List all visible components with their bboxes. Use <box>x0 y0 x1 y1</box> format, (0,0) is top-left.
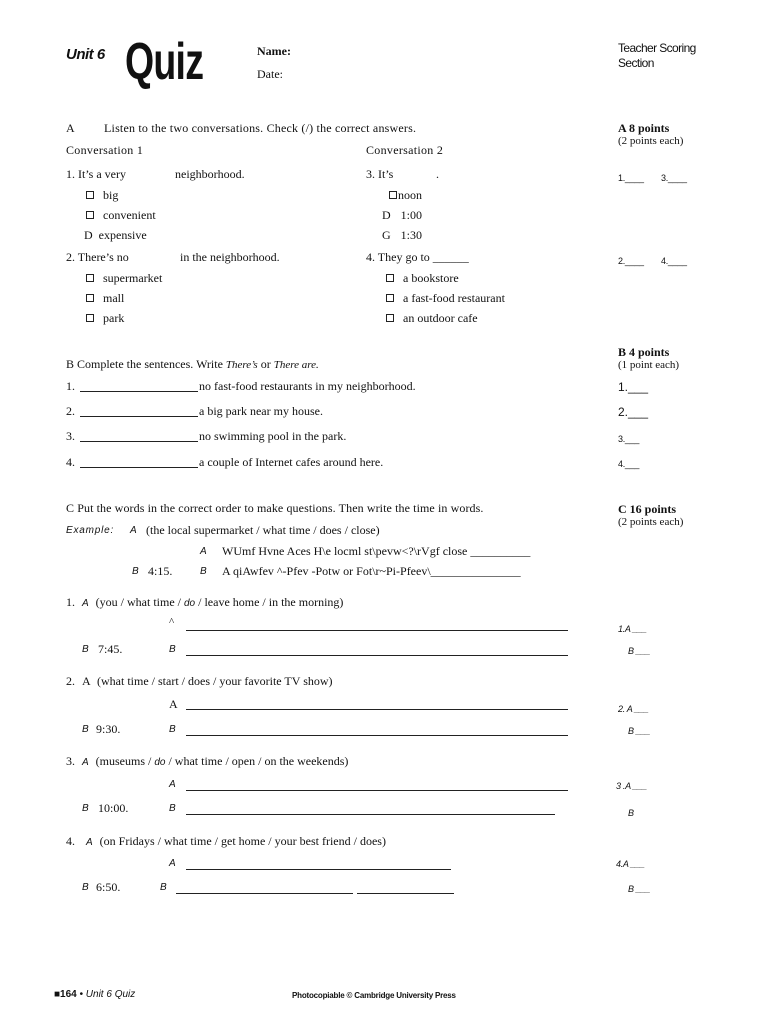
example-answer-b-prefix: B <box>200 566 207 577</box>
c4-a-label: A <box>169 858 176 869</box>
option-label: 1:30 <box>400 228 423 242</box>
checkbox[interactable] <box>86 294 94 302</box>
option-label: supermarket <box>103 271 163 285</box>
checkbox[interactable] <box>386 274 394 282</box>
c2-a-marker: A <box>82 674 91 688</box>
a-q1-option-convenient[interactable] <box>86 208 156 223</box>
c3-b-marker: B <box>82 803 89 814</box>
section-a-score-title: A 8 points <box>618 121 670 135</box>
example-answer-a: WUmf Hvne Aces H\e locml st\pevw<?\rVgf close __________ <box>222 544 531 558</box>
b-score-1[interactable]: 1.___ <box>618 380 649 394</box>
c4-score-b[interactable]: B ___ <box>628 884 651 894</box>
c1-score-b[interactable]: B ___ <box>628 646 651 656</box>
example-prompt: (the local supermarket / what time / does / close) <box>146 523 380 537</box>
a-q1-option-big[interactable] <box>86 188 118 203</box>
c4-b-answer-line-1[interactable] <box>176 893 353 894</box>
date-label: Date: <box>257 67 283 81</box>
c1-a-label: ^ <box>169 616 175 628</box>
c1-prompt-do: do <box>184 598 196 609</box>
option-marker: D <box>382 208 391 222</box>
section-b-score-sub: (1 point each) <box>618 359 680 371</box>
b-score-2[interactable]: 2.___ <box>618 405 649 419</box>
c3-num: 3. <box>66 754 75 768</box>
a-q4-prompt: 4. They go to ______ <box>366 250 469 264</box>
section-b-instructions-text: B Complete the sentences. Write <box>66 357 223 371</box>
section-a-score-sub: (2 points each) <box>618 135 684 147</box>
b-score-4[interactable]: 4.___ <box>618 459 640 469</box>
section-b-score-title: B 4 points <box>618 345 670 359</box>
c1-a-marker: A <box>82 598 89 609</box>
a-q3-prompt-end: . <box>436 167 439 181</box>
a-q1-prompt-start: 1. It’s a very <box>66 167 126 181</box>
option-label: a bookstore <box>403 271 459 285</box>
b-item-2-num: 2. <box>66 404 75 418</box>
b-item-3-num: 3. <box>66 429 75 443</box>
c1-time: 7:45. <box>98 642 123 656</box>
c1-prompt <box>66 595 343 610</box>
b-score-3[interactable]: 3.___ <box>618 434 640 444</box>
b-item-1-text: no fast-food restaurants in my neighborhood. <box>199 379 416 393</box>
option-marker: G <box>382 228 391 242</box>
option-label: expensive <box>98 228 147 242</box>
a-q3-option-100[interactable] <box>382 208 422 223</box>
c4-a-answer-line[interactable] <box>186 869 451 870</box>
b-item-4-blank[interactable] <box>80 467 198 468</box>
c4-prompt <box>66 834 386 849</box>
a-q1-option-expensive[interactable] <box>84 228 147 243</box>
option-label: 1:00 <box>400 208 423 222</box>
example-answer-b: A qiAwfev ^-Pfev -Potw or Fot\r~Pi-Pfeev\_______________ <box>222 564 521 578</box>
a-score-1[interactable]: 1.____ <box>618 173 644 183</box>
section-c-instructions: C Put the words in the correct order to make questions. Then write the time in words. <box>66 501 484 515</box>
b-item-4-num: 4. <box>66 455 75 469</box>
c2-prompt <box>66 674 333 689</box>
c4-a-marker: A <box>86 837 93 848</box>
c4-time: 6:50. <box>96 880 121 894</box>
a-q4-option-fastfood[interactable] <box>386 291 505 306</box>
b-item-3-blank[interactable] <box>80 441 198 442</box>
section-a-instructions: Listen to the two conversations. Check (/) the correct answers. <box>104 121 417 135</box>
c3-b-label: B <box>169 803 176 814</box>
a-q2-option-supermarket[interactable] <box>86 271 162 286</box>
c2-score-a[interactable]: 2. A ___ <box>618 704 649 714</box>
quiz-title: Quiz <box>125 33 204 91</box>
a-q1-prompt-end: neighborhood. <box>175 167 245 181</box>
c2-a-label: A <box>169 697 178 711</box>
a-q3-option-noon[interactable] <box>389 188 422 203</box>
section-b-instructions <box>66 357 319 372</box>
a-q2-prompt-end: in the neighborhood. <box>180 250 280 264</box>
page-number: ■164 <box>54 989 77 1000</box>
b-item-3-text: no swimming pool in the park. <box>199 429 347 443</box>
c2-num: 2. <box>66 674 75 688</box>
example-answer-a-label: A <box>200 546 207 557</box>
c3-a-label: A <box>169 779 176 790</box>
a-score-3[interactable]: 3.____ <box>661 173 687 183</box>
b-item-1-blank[interactable] <box>80 391 198 392</box>
a-q3-option-130[interactable] <box>382 228 422 243</box>
c3-a-answer-line[interactable] <box>186 790 568 791</box>
a-q2-prompt-start: 2. There’s no <box>66 250 129 264</box>
c4-prompt-text: (on Fridays / what time / get home / your best friend / does) <box>99 834 386 848</box>
c1-a-answer-line[interactable] <box>186 630 568 631</box>
c2-b-answer-line[interactable] <box>186 735 568 736</box>
b-item-4-text: a couple of Internet cafes around here. <box>199 455 384 469</box>
footer-unit-label: • Unit 6 Quiz <box>79 989 136 1000</box>
name-label: Name: <box>257 44 291 58</box>
a-q4-option-cafe[interactable] <box>386 311 478 326</box>
c3-prompt-start: (museums / <box>95 754 152 768</box>
c1-b-marker: B <box>82 644 89 655</box>
unit-label: Unit 6 <box>66 46 105 63</box>
a-q2-option-mall[interactable] <box>86 291 124 306</box>
c3-a-marker: A <box>82 757 89 768</box>
c1-prompt-start: (you / what time / <box>95 595 181 609</box>
c2-b-marker: B <box>82 724 89 735</box>
option-label: a fast-food restaurant <box>403 291 505 305</box>
option-label: an outdoor cafe <box>403 311 478 325</box>
c2-prompt-text: (what time / start / does / your favorite TV show) <box>97 674 333 688</box>
c2-score-b[interactable]: B ___ <box>628 726 651 736</box>
section-c-score-title: C 16 points <box>618 502 677 516</box>
option-label: big <box>103 188 119 202</box>
checkbox[interactable] <box>86 211 94 219</box>
section-a-letter: A <box>66 121 75 135</box>
checkbox[interactable] <box>386 294 394 302</box>
c3-score-b[interactable]: B <box>628 808 634 818</box>
a-q3-prompt-start: 3. It’s <box>366 167 394 181</box>
c2-time: 9:30. <box>96 722 121 736</box>
c3-prompt-do: do <box>154 757 166 768</box>
example-a-marker: A <box>130 525 137 536</box>
example-label: Example: <box>66 525 115 536</box>
conversation-1-title: Conversation 1 <box>66 143 144 157</box>
checkbox[interactable] <box>389 191 397 199</box>
scoring-section-title <box>618 41 696 71</box>
c1-score-a[interactable]: 1.A ___ <box>618 624 647 634</box>
c4-score-a[interactable]: 4.A ___ <box>616 859 645 869</box>
section-b-word-there-are: There are. <box>273 359 319 371</box>
checkbox[interactable] <box>86 191 94 199</box>
example-answer-b-label: B <box>132 566 139 577</box>
a-score-4[interactable]: 4.____ <box>661 256 687 266</box>
option-label: mall <box>103 291 125 305</box>
c2-b-label: B <box>169 724 176 735</box>
a-q2-option-park[interactable] <box>86 311 124 326</box>
b-item-2-text: a big park near my house. <box>199 404 323 418</box>
c4-b-answer-line-2[interactable] <box>357 893 454 894</box>
option-label: park <box>103 311 125 325</box>
c3-score-a[interactable]: 3 .A ___ <box>616 781 647 791</box>
option-label: convenient <box>103 208 156 222</box>
c1-b-answer-line[interactable] <box>186 655 568 656</box>
c3-b-answer-line[interactable] <box>186 814 555 815</box>
checkbox[interactable] <box>386 314 394 322</box>
c3-time: 10:00. <box>98 801 129 815</box>
example-time: 4:15. <box>148 564 173 578</box>
scoring-title-line1: Teacher Scoring <box>618 41 696 55</box>
section-b-word-theres: There’s <box>225 359 258 371</box>
c1-b-label: B <box>169 644 176 655</box>
checkbox[interactable] <box>86 274 94 282</box>
section-b-or: or <box>260 357 271 371</box>
footer-copyright: Photocopiable © Cambridge University Press <box>292 991 456 1000</box>
c4-b-marker: B <box>82 882 89 893</box>
c3-prompt-end: / what time / open / on the weekends) <box>168 754 349 768</box>
c2-a-answer-line[interactable] <box>186 709 568 710</box>
checkbox[interactable] <box>86 314 94 322</box>
c3-prompt <box>66 754 348 769</box>
a-q4-option-bookstore[interactable] <box>386 271 459 286</box>
scoring-title-line2: Section <box>618 56 654 70</box>
option-marker: D <box>84 228 93 242</box>
c4-num: 4. <box>66 834 75 848</box>
footer-page-ref <box>54 989 135 1000</box>
c1-prompt-end: / leave home / in the morning) <box>198 595 344 609</box>
option-label: noon <box>398 188 422 202</box>
section-c-score-sub: (2 points each) <box>618 516 684 528</box>
c1-num: 1. <box>66 595 75 609</box>
b-item-1-num: 1. <box>66 379 75 393</box>
c4-b-label: B <box>160 882 167 893</box>
b-item-2-blank[interactable] <box>80 416 198 417</box>
a-score-2[interactable]: 2.____ <box>618 256 644 266</box>
conversation-2-title: Conversation 2 <box>366 143 444 157</box>
